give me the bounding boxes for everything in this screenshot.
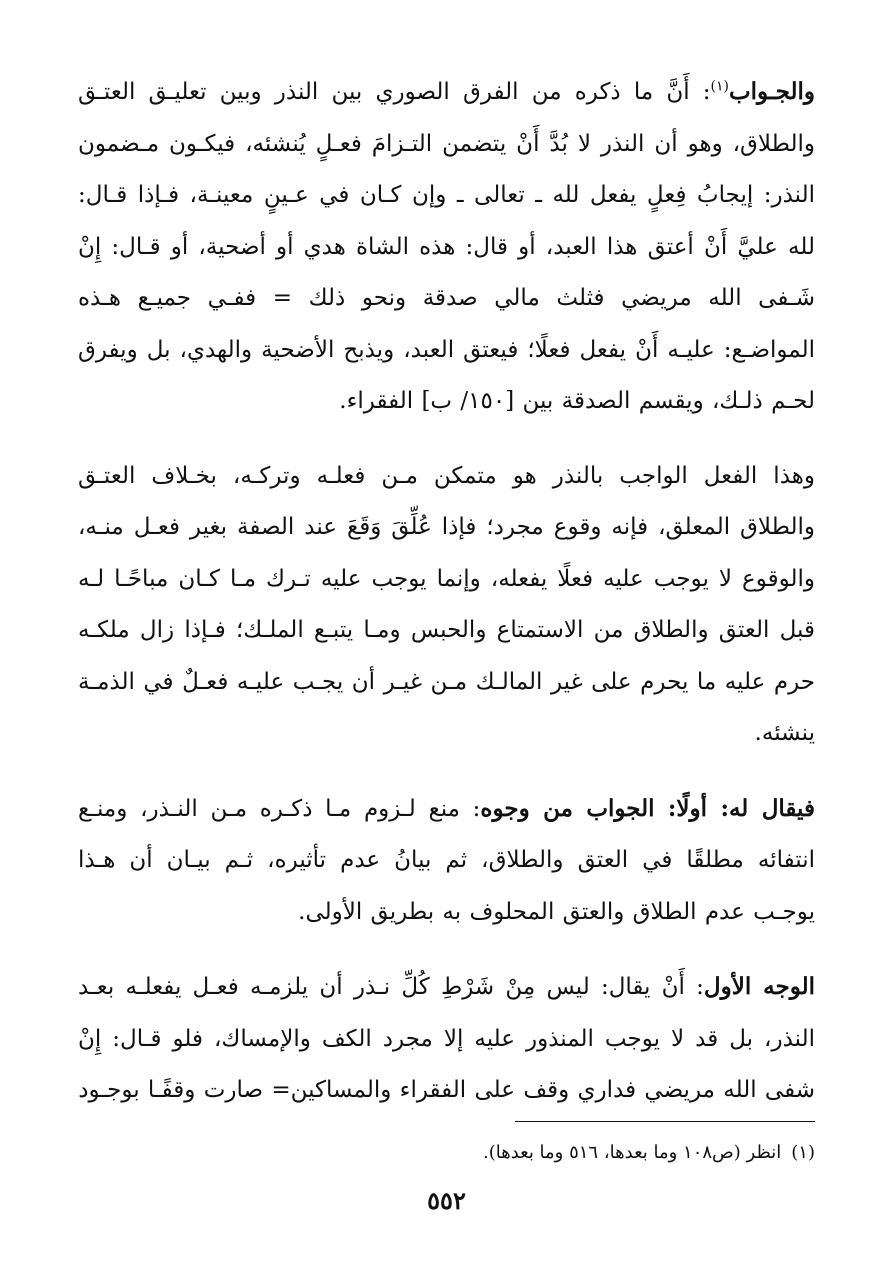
paragraph-first-aspect <box>78 961 815 1117</box>
page-number: ٥٥٢ <box>427 1186 466 1215</box>
paragraph-text: وهذا الفعل الواجب بالنذر هو متمكن مـن فعلـه وتركـه، بخـلاف العتـق والطلاق المعلق، فإنه وقوع مجرد؛ فإذا عُلِّقَ وَقَعَ عند الصفة بغير فعـل منـه، والوقوع لا يوجب عليه فعلًا يفعله، وإنما يوجب عليه تـرك مـا كـان مباحًـا لـه قبل العتق والطلاق من الاستمتاع والحبس ومـا يتبـع الملـك؛ فـإذا زال ملكـه حرم عليه ما يحرم على غير المالـك مـن غيـر أن يجـب عليـه فعـلٌ في الذمـة ينشئه. <box>78 462 815 746</box>
footnote-separator <box>515 1121 815 1122</box>
footnote <box>78 1140 815 1166</box>
footnote-number: (١) <box>791 1142 815 1163</box>
page-body <box>78 66 815 1140</box>
paragraph-text: : أَنْ يقال: ليس مِنْ شَرْطِ كُلِّ نـذر أن يلزمـه فعـل يفعلـه بعـد النذر، بل قد لا يوجب المنذور عليه إلا مجرد الكف والإمساك، فلو قـال: إِنْ شفى الله مريضي فداري وقف على الفقراء والمساكين= صارت وقفًـا بوجـود <box>78 974 815 1103</box>
paragraph-text: : منع لـزوم مـا ذكـره مـن النـذر، ومنـع انتفائه مطلقًا في العتق والطلاق، ثم بيانُ عدم تأثيره، ثـم بيـان أن هـذا يوجـب عدم الطلاق والعتق المحلوف به بطريق الأولى. <box>78 795 815 925</box>
paragraph-lead: والجـواب <box>728 78 815 105</box>
paragraph-text: : أَنَّ ما ذكره من الفرق الصوري بين النذر وبين تعليـق العتـق والطلاق، وهو أن النذر لا بُدَّ أَنْ يتضمن التـزامَ فعـلٍ يُنشئه، فيكـون مـضمون النذر: إيجابُ فِعلٍ يفعل لله ـ تعالى ـ وإن كـان في عـينٍ معينـة، فـإذا قـال: لله عليَّ أَنْ أعتق هذا العبد، أو قال: هذه الشاة هدي أو أضحية، أو قـال: إِنْ شَـفى الله مريضي فثلث مالي صدقة ونحو ذلك = ففـي جميـع هـذه المواضـع: عليـه أَنْ يفعل فعلًا؛ فيعتق العبد، ويذبح الأضحية والهدي، بل ويفرق لحـم ذلـك، ويقسم الصدقة بين [١٥٠/ ب] الفقراء. <box>78 79 815 414</box>
footnote-reference[interactable]: (١) <box>710 78 729 95</box>
paragraph-response <box>78 783 815 939</box>
paragraph-lead: الوجه الأول <box>703 973 815 1000</box>
paragraph-vow-act <box>78 451 815 760</box>
footnote-text: انظر (ص١٠٨ وما بعدها، ٥١٦ وما بعدها). <box>482 1142 782 1163</box>
paragraph-lead: فيقال له: أولًا: الجواب من وجوه <box>480 794 815 822</box>
paragraph-answer <box>78 66 815 428</box>
